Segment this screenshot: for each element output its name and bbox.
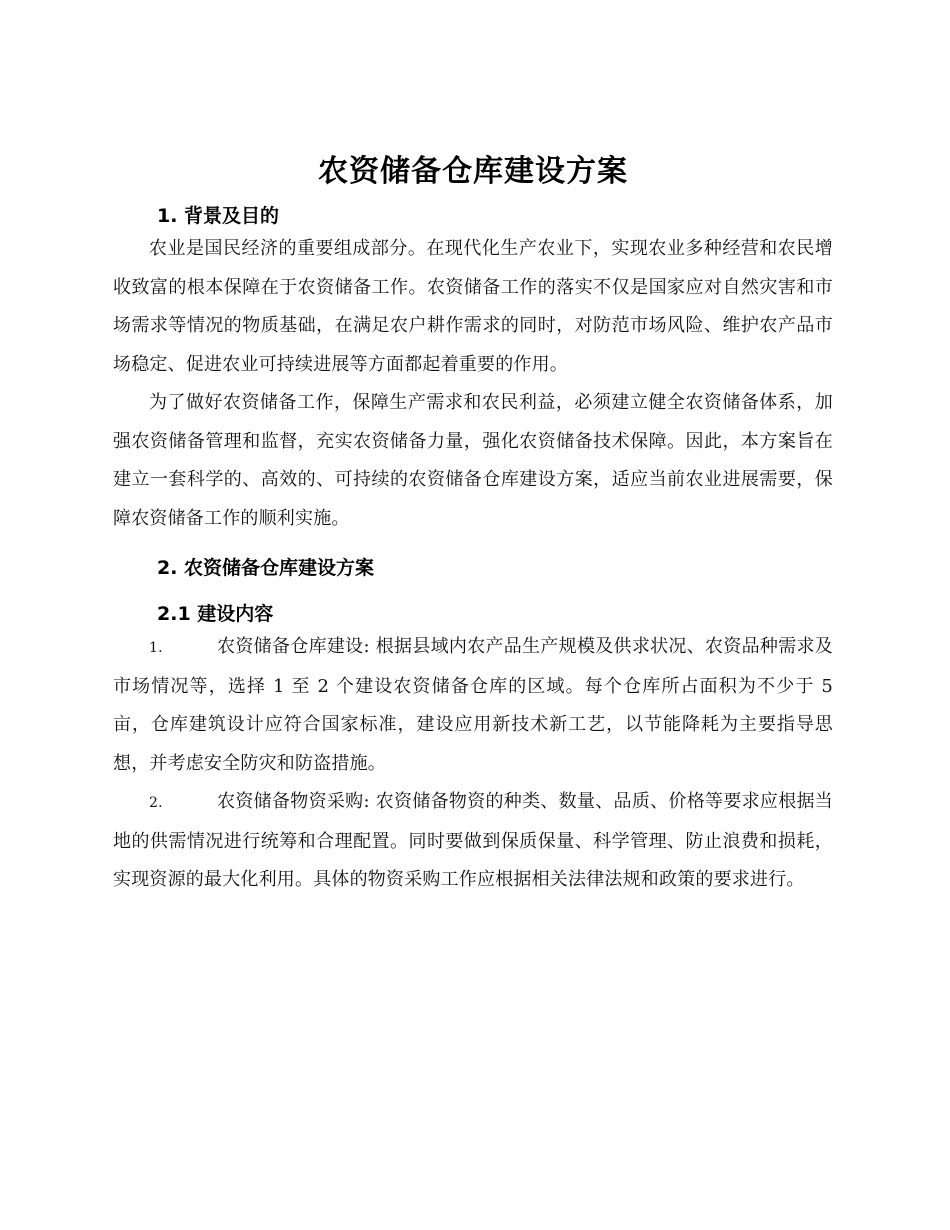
list-item-warehouse-construction bbox=[113, 628, 833, 783]
document-title: 农资储备仓库建设方案 bbox=[318, 154, 628, 189]
list-item-material-procurement bbox=[113, 783, 833, 900]
document-body bbox=[113, 150, 833, 900]
list-item-text: 农资储备仓库建设: 根据县域内农产品生产规模及供求状况、农资品种需求及市场情况等，选择 1 至 2 个建设农资储备仓库的区域。每个仓库所占面积为不少于 5 亩，仓库建筑设计应符合国家标准，建设应用新技术新工艺，以节能降耗为主要指导思想，并考虑安全防灾和防盗措施。 bbox=[113, 636, 833, 774]
list-item-text: 农资储备物资采购: 农资储备物资的种类、数量、品质、价格等要求应根据当地的供需情况进行统筹和合理配置。同时要做到保质保量、科学管理、防止浪费和损耗，实现资源的最大化利用。具体的物资采购工作应根据相关法律法规和政策的要求进行。 bbox=[113, 791, 833, 890]
section-heading-background: 1. 背景及目的 bbox=[157, 205, 280, 227]
list-item-number: 1. bbox=[149, 640, 163, 656]
paragraph-purpose: 为了做好农资储备工作，保障生产需求和农民利益，必须建立健全农资储备体系，加强农资储备管理和监督，充实农资储备力量，强化农资储备技术保障。因此，本方案旨在建立一套科学的、高效的、可持续的农资储备仓库建设方案，适应当前农业进展需要，保障农资储备工作的顺利实施。 bbox=[113, 392, 833, 529]
section-heading-plan: 2. 农资储备仓库建设方案 bbox=[157, 557, 375, 579]
subsection-heading-content: 2.1 建设内容 bbox=[157, 603, 274, 625]
list-item-number: 2. bbox=[149, 795, 163, 811]
paragraph-background: 农业是国民经济的重要组成部分。在现代化生产农业下，实现农业多种经营和农民增收致富的根本保障在于农资储备工作。农资储备工作的落实不仅是国家应对自然灾害和市场需求等情况的物质基础，在满足农户耕作需求的同时，对防范市场风险、维护农产品市场稳定、促进农业可持续进展等方面都起着重要的作用。 bbox=[113, 238, 833, 375]
